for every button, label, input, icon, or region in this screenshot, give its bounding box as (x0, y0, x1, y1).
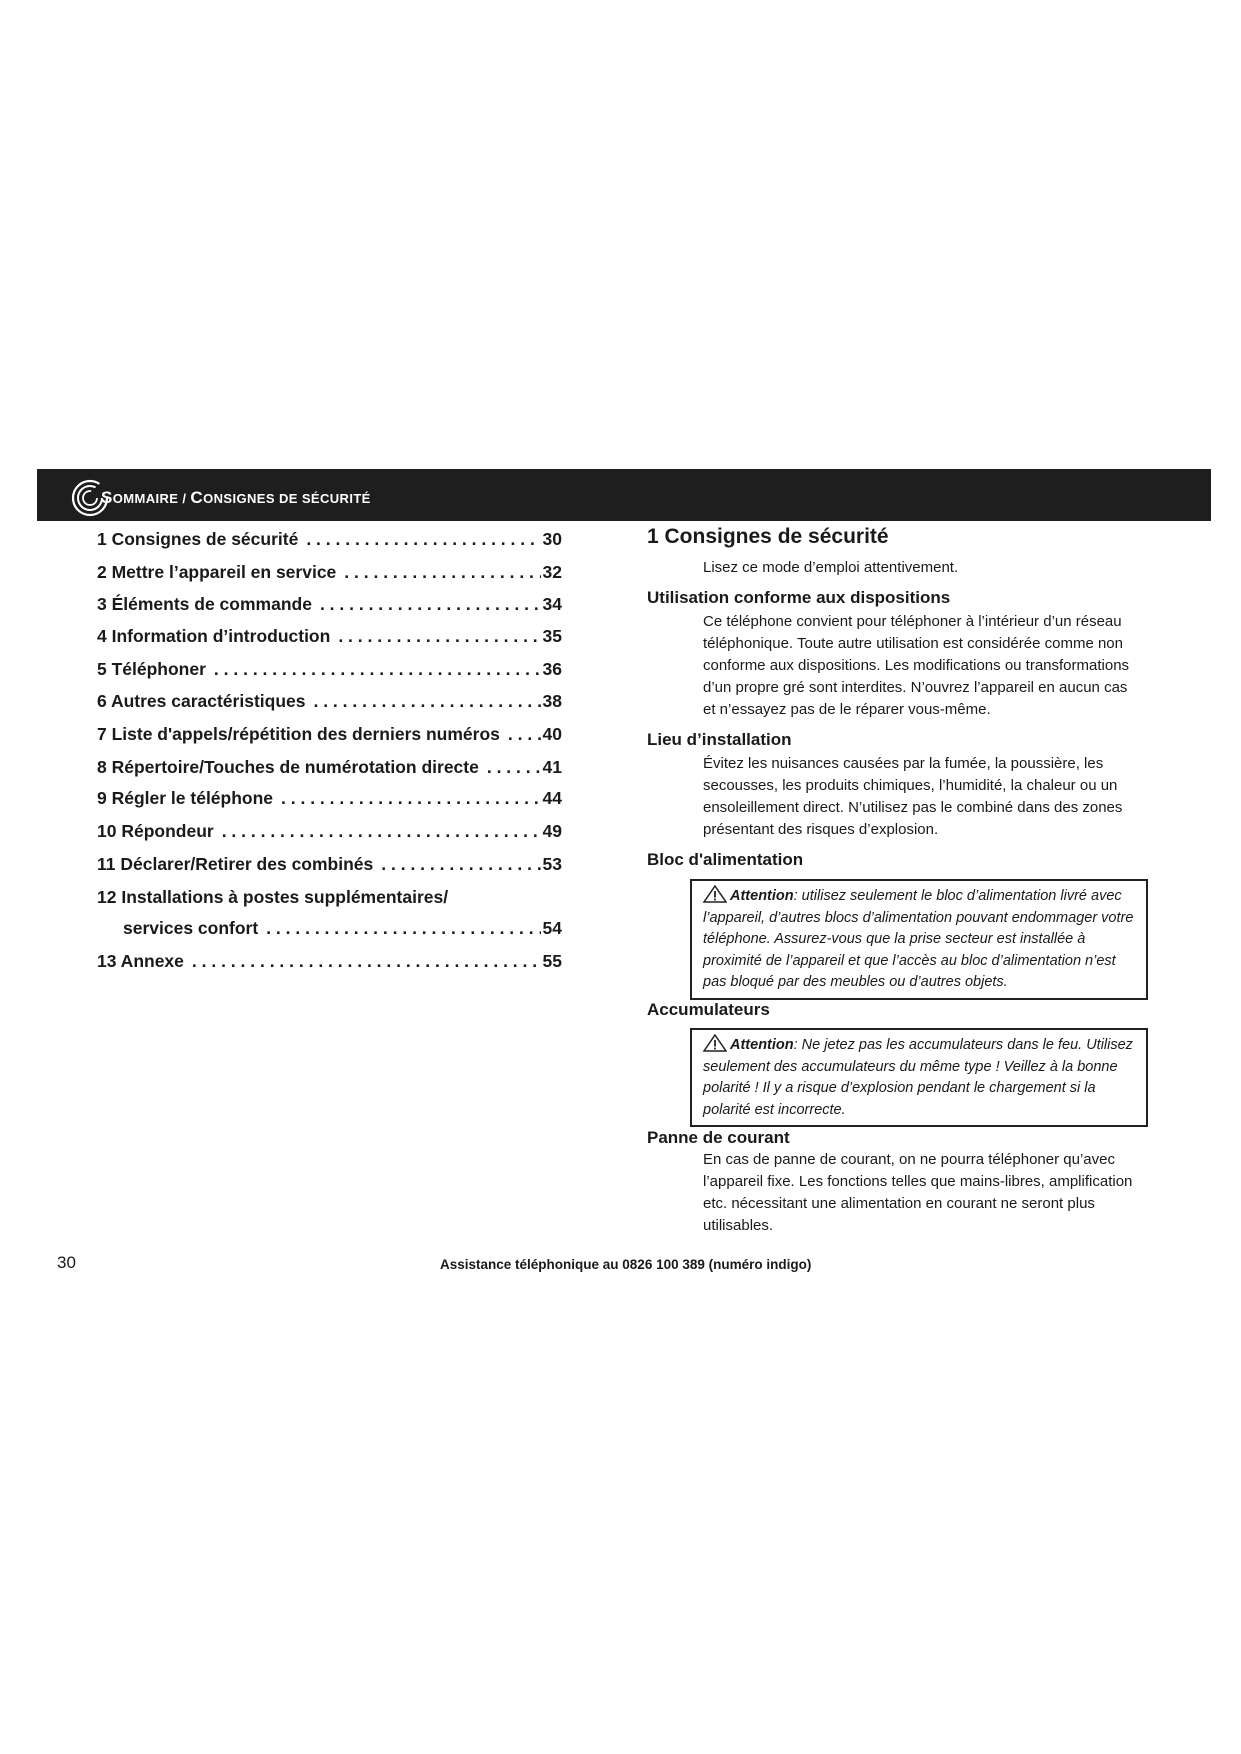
toc-entry[interactable]: 13 Annexe . . . 55 (97, 951, 562, 975)
toc-entry[interactable]: 11 Déclarer/Retirer des combinés . . . 53 (97, 854, 562, 878)
warning-label: Attention (730, 1037, 794, 1053)
battery-warning-box (690, 1028, 1148, 1127)
toc-entry[interactable]: 4 Information d’introduction . . . 35 (97, 626, 562, 650)
warning-triangle-icon (703, 885, 727, 903)
power-warning-text: : utilisez seulement le bloc d’alimentation livré avec l’appareil, d’autres blocs d’alimentation pouvant endommager votre téléphone. Assurez-vous que la prise secteur est installée à proximité de l’appareil et que l’accès au bloc d’alimentation n’est pas bloqué par des meubles ou d’autres objets. (703, 888, 1134, 990)
toc-entry[interactable]: 7 Liste d'appels/répétition des derniers numéros . . . 40 (97, 724, 562, 748)
outage-heading: Panne de courant (647, 1128, 790, 1147)
toc-entry[interactable]: services confort . . . 54 (123, 918, 562, 942)
warning-label: Attention (730, 888, 794, 904)
power-warning-box (690, 879, 1148, 1000)
battery-warning-text: : Ne jetez pas les accumulateurs dans le feu. Utilisez seulement des accumulateurs du même type ! Veillez à la bonne polarité ! Il y a risque d’explosion pendant le chargement si la polarité est incorrecte. (703, 1037, 1133, 1118)
section-header-bar (37, 469, 1211, 521)
location-heading: Lieu d’installation (647, 730, 792, 749)
toc-entry[interactable]: 12 Installations à postes supplémentaires/ (97, 887, 449, 907)
outage-text: En cas de panne de courant, on ne pourra téléphoner qu’avec l’appareil fixe. Les fonctions telles que mains-libres, amplification etc. nécessitant une alimentation en courant ne seront plus utilisables. (703, 1151, 1133, 1234)
section-heading: 1 Consignes de sécurité (647, 525, 889, 548)
section-header-title: SOMMAIRE / CONSIGNES DE SÉCURITÉ (101, 488, 371, 507)
toc-entry[interactable]: 8 Répertoire/Touches de numérotation directe . . . 41 (97, 757, 562, 781)
hotline-text: Assistance téléphonique au 0826 100 389 (numéro indigo) (440, 1257, 812, 1272)
toc-entry[interactable]: 6 Autres caractéristiques . . . 38 (97, 691, 562, 715)
toc-entry[interactable]: 10 Répondeur . . . 49 (97, 821, 562, 845)
battery-heading: Accumulateurs (647, 1000, 770, 1019)
toc-entry[interactable]: 3 Éléments de commande . . . 34 (97, 594, 562, 618)
warning-triangle-icon (703, 1034, 727, 1052)
toc-entry[interactable]: 1 Consignes de sécurité . . . 30 (97, 529, 562, 553)
toc-entry[interactable]: 9 Régler le téléphone . . . 44 (97, 788, 562, 812)
toc-entry[interactable]: 2 Mettre l’appareil en service . . . 32 (97, 562, 562, 586)
usage-text: Ce téléphone convient pour téléphoner à l’intérieur d’un réseau téléphonique. Toute autre utilisation est considérée comme non conforme aux dispositions. Les modifications ou transformations d’un propre gré sont interdites. N’ouvrez l’appareil en aucun cas et n’essayez pas de le réparer vous-même. (703, 613, 1130, 718)
usage-heading: Utilisation conforme aux dispositions (647, 588, 951, 607)
toc-entry[interactable]: 5 Téléphoner . . . 36 (97, 659, 562, 683)
location-text: Évitez les nuisances causées par la fumée, la poussière, les secousses, les produits chimiques, l’humidité, la chaleur ou un ensoleillement direct. N’utilisez pas le combiné dans des zones présentant des risques d’explosion. (703, 755, 1123, 838)
power-heading: Bloc d'alimentation (647, 850, 804, 869)
page-number: 30 (57, 1253, 76, 1272)
intro-text: Lisez ce mode d’emploi attentivement. (703, 559, 959, 576)
